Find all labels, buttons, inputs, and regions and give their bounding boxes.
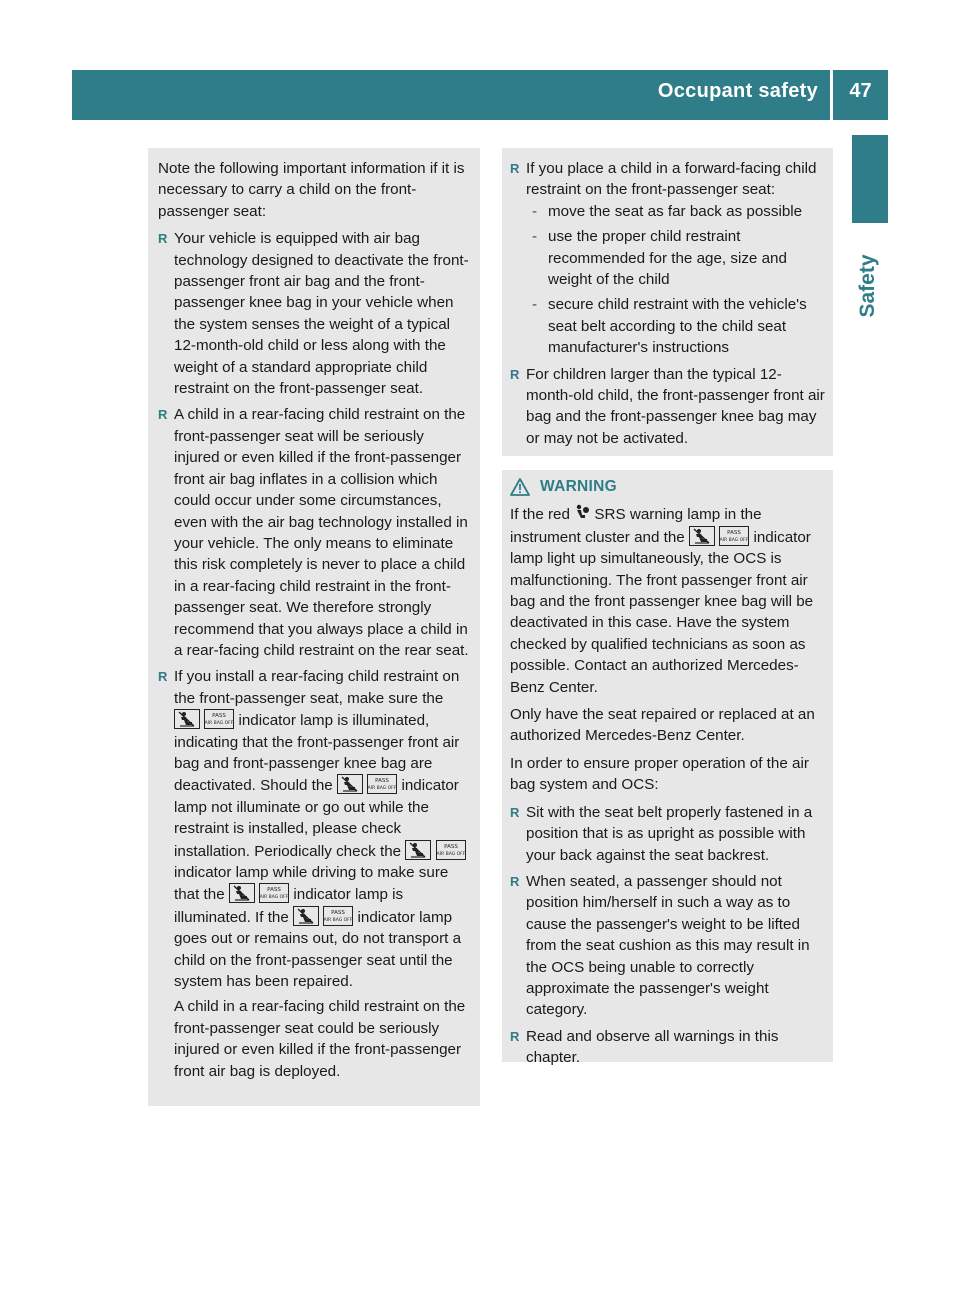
icon-text-airbag-off: AIR BAG OFF [367,786,397,792]
child-seat-crossed-icon [689,526,715,546]
dash-item: - secure child restraint with the vehicle's seat belt according to the child seat manufacturer's instructions [510,294,827,358]
list-item-text: If you install a rear-facing child restraint on the front-passenger seat, make sure the [174,668,460,707]
icon-text-airbag-off: AIR BAG OFF [719,537,749,543]
page-number: 47 [849,80,872,102]
icon-text-pass: PASS [331,909,346,916]
dash-list [510,201,827,359]
list-item: R Your vehicle is equipped with air bag technology designed to deactivate the front-passenger front air bag and the front-passenger knee bag in your vehicle when the system senses the weight of a typical 12-month-old child or less along with the weight of a standard appropriate child restraint on the front-passenger seat. [158,228,472,399]
list-item-text: indicator lamp is illuminated, indicating that the front-passenger front air bag and front-passenger knee bag are deactivated. Should the [174,712,460,795]
warning-bullet-list [510,802,827,1069]
pass-airbag-off-icon [204,709,234,729]
warning-box [502,470,833,1067]
list-item: R A child in a rear-facing child restraint on the front-passenger seat will be seriously injured or even killed if the front-passenger front air bag inflates in a collision which could occur under some circumstances, even with the air bag technology installed in your vehicle. The only means to eliminate this risk completely is never to place a child in a rear-facing child restraint in the front-passenger seat. We therefore strongly recommend that you always place a child in a rear-facing child restraint on the rear seat. [158,404,472,661]
list-item [158,666,472,1082]
warning-text: If the red [510,506,570,524]
list-item-text: indicator lamp is illuminated. If the [174,886,404,926]
list-item-paragraph: A child in a rear-facing child restraint on the front-passenger seat could be seriously injured or even killed if the front-passenger front air bag is deployed. [174,998,466,1080]
list-item-text: indicator lamp while driving to make sure that the [174,864,449,904]
icon-text-airbag-off: AIR BAG OFF [204,721,234,727]
pass-airbag-off-icon [436,840,466,860]
child-seat-crossed-icon [174,709,200,729]
list-item-text: If you place a child in a forward-facing child restraint on the front-passenger seat: [526,160,817,199]
section-label [848,226,888,346]
page-number-box [833,70,888,120]
warning-paragraph: Only have the seat repaired or replaced at an authorized Mercedes-Benz Center. [510,706,815,745]
warning-triangle-icon [510,477,530,497]
warning-header [510,476,827,497]
icon-text-pass: PASS [267,887,281,894]
icon-text-pass: PASS [212,713,227,720]
list-item: R Sit with the seat belt properly fastened in a position that is as upright as possible with your back against the seat backrest. [510,802,827,866]
list-item: R When seated, a passenger should not position him/herself in such a way as to cause the passenger's weight to be lifted from the seat cushion as this may result in the OCS being unable to correctly approximate the passenger's weight category. [510,871,827,1021]
right-bullet-list [510,158,827,449]
left-bullet-list [158,228,472,1082]
right-column-top [502,148,833,456]
pass-airbag-off-icon [719,526,749,546]
section-label-text: Safety [856,254,879,318]
pass-airbag-off-icon [367,774,397,794]
header-bar [72,70,830,120]
icon-text-airbag-off: AIR BAG OFF [323,917,353,923]
warning-paragraph [510,503,827,698]
list-item-text: indicator lamp goes out or remains out, do not transport a child on the front-passenger seat until the system has been repaired. [174,908,462,991]
warning-title: WARNING [540,478,618,495]
child-seat-crossed-icon [337,774,363,794]
icon-text-airbag-off: AIR BAG OFF [436,851,465,857]
warning-text: indicator lamp light up simultaneously, the OCS is malfunctioning. The front passenger front air bag and the front passenger knee bag will be deactivated in this case. Have the system checked by qualified technicians as soon as possible. Contact an authorized Mercedes-Benz Center. [510,528,814,696]
dash-item: - use the proper child restraint recommended for the age, size and weight of the child [510,226,827,290]
dash-item: - move the seat as far back as possible [510,201,827,222]
intro-paragraph: Note the following important information if it is necessary to carry a child on the front-passenger seat: [158,160,465,220]
pass-airbag-off-icon [323,906,353,926]
pass-airbag-off-icon [259,883,289,903]
list-item [510,158,827,359]
srs-airbag-icon [574,503,590,523]
child-seat-crossed-icon [405,840,431,860]
left-column [148,148,480,1106]
icon-text-pass: PASS [375,778,390,785]
list-item-text: indicator lamp not illuminate or go out while the restraint is installed, please check installation. Periodically check the [174,777,459,860]
icon-text-pass: PASS [443,843,458,850]
child-seat-crossed-icon [229,883,255,903]
icon-text-pass: PASS [727,529,742,536]
child-seat-crossed-icon [293,906,319,926]
list-item: R Read and observe all warnings in this chapter. [510,1026,827,1069]
warning-text: SRS warning lamp in the instrument cluster and the [510,506,762,546]
icon-text-airbag-off: AIR BAG OFF [259,895,289,901]
warning-paragraph: In order to ensure proper operation of the air bag system and OCS: [510,754,809,794]
section-tab [852,135,888,223]
page-title: Occupant safety [657,80,818,102]
list-item: R For children larger than the typical 12-month-old child, the front-passenger front air bag and the front-passenger knee bag may or may not be activated. [510,364,827,450]
